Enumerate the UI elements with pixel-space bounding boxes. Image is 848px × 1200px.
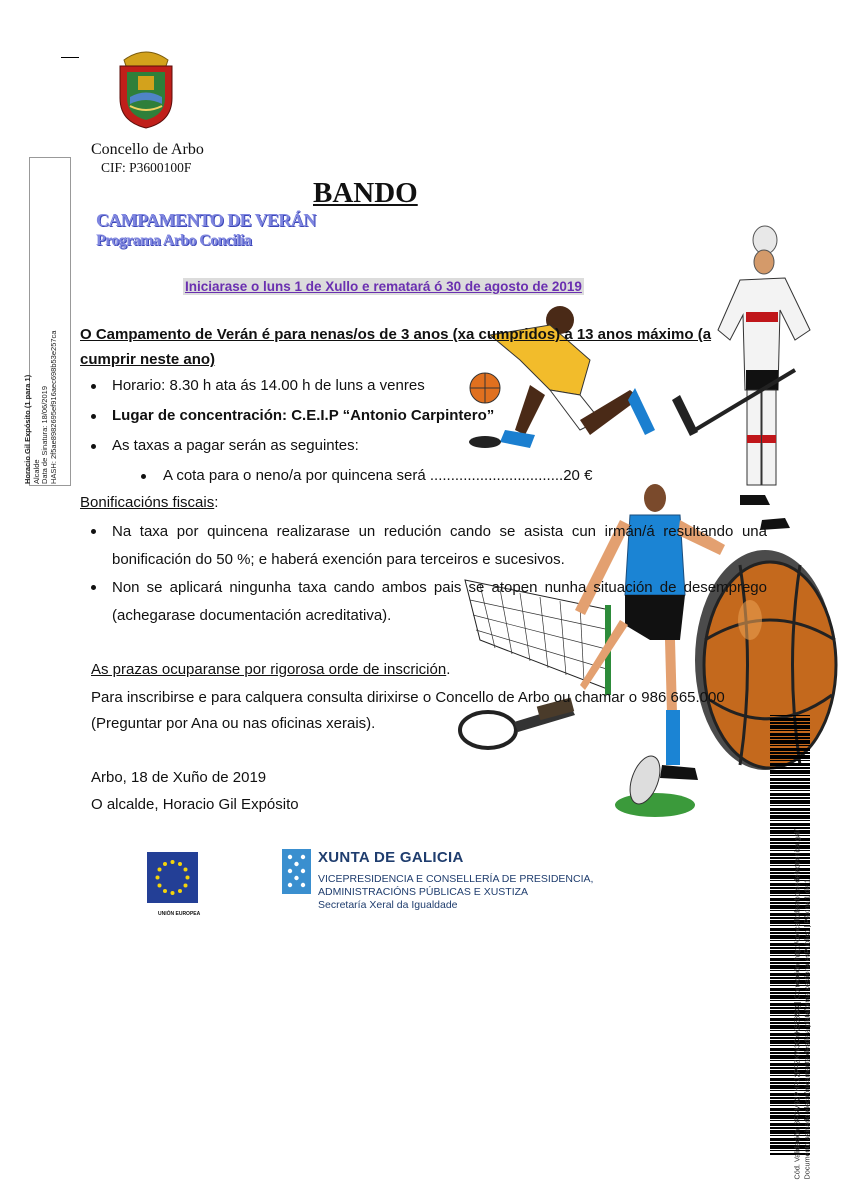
validation-code: Cód. Validación: 3FGM92PHRJ2PFZKW3CYKS53SQ | Corrección: http://concellodearbo.sedelectronica.gal/ [792,829,802,1180]
location-item: Lugar de concentración: C.E.I.P “Antonio Carpintero” [112,407,495,424]
barcode-bar [770,725,810,729]
coat-of-arms-icon [110,42,182,130]
xunta-name: XUNTA DE GALICIA [318,849,464,866]
registration-contact: Para inscribirse e para calquera consulta dirixirse o Concello de Arbo ou chamar o 986 665.000 [91,689,725,706]
xunta-line-1: VICEPRESIDENCIA E CONSELLERÍA DE PRESIDENCIA, [318,873,594,885]
xunta-line-2: ADMINISTRACIÓNS PÚBLICAS E XUSTIZA [318,886,529,898]
bullet-dot [91,414,96,419]
eu-label: UNIÓN EUROPEA [158,911,201,917]
rugby-ball-icon [615,752,695,817]
intro-paragraph: O Campamento de Verán é para nenas/os de 3 anos (xa cumpridos) a 13 anos máximo (a cumprir neste ano) [80,326,712,368]
council-cif: CIF: P3600100F [101,160,192,175]
registration-rule [91,656,450,684]
bullet-dot [91,444,96,449]
bullet-dot [91,384,96,389]
schedule-item: Horario: 8.30 h ata ás 14.00 h de luns a venres [112,377,425,394]
barcode-bar [770,715,810,716]
signature-hash: HASH: 2f5ae8982695ef916aec698b53e257ca [48,330,58,484]
registration-rule-text: As prazas ocuparanse por rigorosa orde de inscrición [91,661,447,678]
signature-date: Data de Sinatura: 18/06/2019 [40,386,49,484]
campaign-subtitle: Programa Arbo Concilia [96,232,252,249]
hockey-player-icon [672,226,810,530]
fee-item: A cota para o neno/a por quincena será ................................20 € [163,467,593,484]
signature-block [24,154,58,484]
xunta-line-3: Secretaría Xeral da Igualdade [318,899,458,911]
bullet-dot [91,585,96,590]
corner-mark [61,57,79,58]
signature-role: Alcalde [31,459,41,484]
bonus-item-1: Na taxa por quincena realizarase un redución cando se asista cun irmán/á resultando una bonificación do 50 %; e haberá exención para terceiros e sucesivos. [112,523,767,568]
xunta-logo-icon [282,849,311,894]
bonus-heading [80,494,218,511]
bullet-dot [141,474,146,479]
bullet-dot [91,529,96,534]
campaign-title: CAMPAMENTO DE VERÁN [96,210,316,230]
signature-signer: Horacio Gil Expósito (1 para 1) [23,374,32,484]
closing-signer: O alcalde, Horacio Gil Expósito [91,796,299,813]
eu-flag-icon [147,852,198,903]
validation-platform: Documento asinado electrónicamente desde a plataforma xestiona esPublico | Páxina 1 de 1 [802,879,811,1180]
bonus-title: Bonificacións fiscais [80,494,215,511]
dates-notice: Iniciarase o luns 1 de Xullo e rematará ó 30 de agosto de 2019 [185,279,582,294]
barcode-bar [770,718,810,721]
bonus-colon: : [214,494,219,511]
page-title: BANDO [313,177,418,209]
barcode-bar [770,722,810,724]
bonus-item-2: Non se aplicará ningunha taxa cando ambos pais se atopen nunha situación de desemprego (achegarase documentación acreditativa). [112,579,767,624]
registration-rule-end: . [446,661,451,678]
registration-ask: (Preguntar por Ana ou nas oficinas xerais). [91,715,376,732]
validation-block [793,730,812,1180]
fees-intro-item: As taxas a pagar serán as seguintes: [112,437,359,454]
council-name: Concello de Arbo [91,141,204,158]
closing-date: Arbo, 18 de Xuño de 2019 [91,769,267,786]
